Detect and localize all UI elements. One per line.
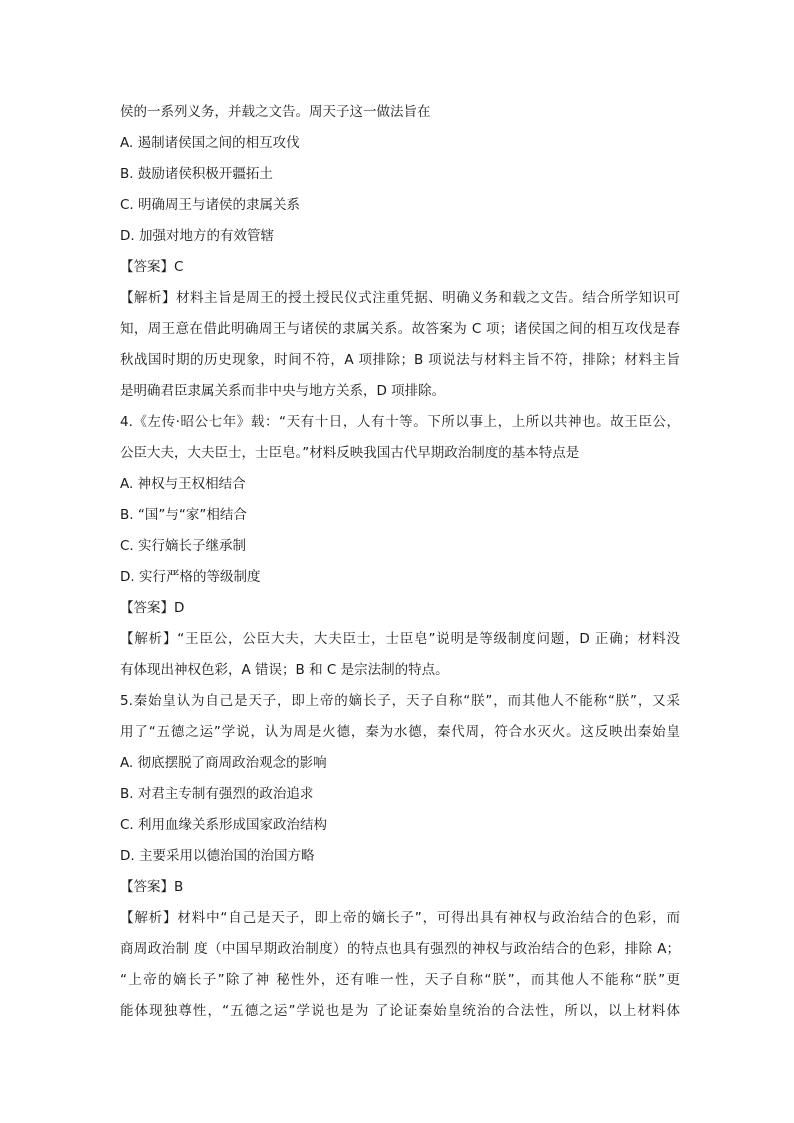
- q5-analysis-line: 能体现独尊性，“五德之运”学说也是为 了论证秦始皇统治的合法性，所以，以上材料体: [120, 1003, 680, 1019]
- q3-stem-tail: 侯的一系列义务，并载之文告。周天子这一做法旨在: [120, 104, 431, 120]
- q5-option-a: A. 彻底摆脱了商周政治观念的影响: [120, 755, 327, 771]
- q3-analysis-line: 【解析】材料主旨是周王的授土授民仪式注重凭据、明确义务和载之文告。结合所学知识可: [120, 290, 680, 306]
- q5-analysis-line: 【解析】材料中“自己是天子，即上帝的嫡长子”，可得出具有神权与政治结合的色彩，而: [120, 910, 680, 926]
- q4-option-d: D. 实行严格的等级制度: [120, 569, 261, 585]
- q3-option-a: A. 遏制诸侯国之间的相互攻伐: [120, 135, 300, 151]
- q3-option-d: D. 加强对地方的有效管辖: [120, 228, 274, 244]
- q3-analysis-line: 知，周王意在借此明确周王与诸侯的隶属关系。故答案为 C 项；诸侯国之间的相互攻伐是春: [120, 321, 680, 337]
- q4-option-b: B. “国”与“家”相结合: [120, 507, 247, 523]
- q4-stem-line: 4.《左传·昭公七年》载：“天有十日，人有十等。下所以事上，上所以共神也。故王臣公，: [120, 414, 680, 430]
- q4-option-c: C. 实行嫡长子继承制: [120, 538, 247, 554]
- q3-analysis-line: 是明确君臣隶属关系而非中央与地方关系，D 项排除。: [120, 383, 446, 399]
- q5-option-c: C. 利用血缘关系形成国家政治结构: [120, 817, 328, 833]
- q3-option-b: B. 鼓励诸侯积极开疆拓土: [120, 166, 273, 182]
- q5-analysis-line: 商周政治制 度（中国早期政治制度）的特点也具有强烈的神权与政治结合的色彩，排除 A；: [120, 941, 680, 957]
- q4-stem-line: 公臣大夫，大夫臣士，士臣皂。”材料反映我国古代早期政治制度的基本特点是: [120, 445, 580, 461]
- q4-analysis-line: 【解析】“王臣公，公臣大夫，大夫臣士，士臣皂”说明是等级制度问题，D 正确；材料没: [120, 631, 680, 647]
- q3-option-c: C. 明确周王与诸侯的隶属关系: [120, 197, 301, 213]
- q5-answer: 【答案】B: [120, 879, 184, 895]
- q4-answer: 【答案】D: [120, 600, 185, 616]
- q4-option-a: A. 神权与王权相结合: [120, 476, 246, 492]
- q5-stem-line: 用了“五德之运”学说，认为周是火德，秦为水德，秦代周，符合水灭火。这反映出秦始皇: [120, 724, 680, 740]
- q4-analysis-line: 有体现出神权色彩，A 错误；B 和 C 是宗法制的特点。: [120, 662, 449, 678]
- q5-option-d: D. 主要采用以德治国的治国方略: [120, 848, 315, 864]
- q5-option-b: B. 对君主专制有强烈的政治追求: [120, 786, 314, 802]
- q5-stem-line: 5.秦始皇认为自己是天子，即上帝的嫡长子，天子自称“朕”，而其他人不能称“朕”，又采: [120, 693, 680, 709]
- q5-analysis-line: “上帝的嫡长子”除了神 秘性外，还有唯一性，天子自称“朕”，而其他人不能称“朕”更: [120, 972, 680, 988]
- q3-answer: 【答案】C: [120, 259, 184, 275]
- q3-analysis-line: 秋战国时期的历史现象，时间不符，A 项排除；B 项说法与材料主旨不符，排除；材料主旨: [120, 352, 680, 368]
